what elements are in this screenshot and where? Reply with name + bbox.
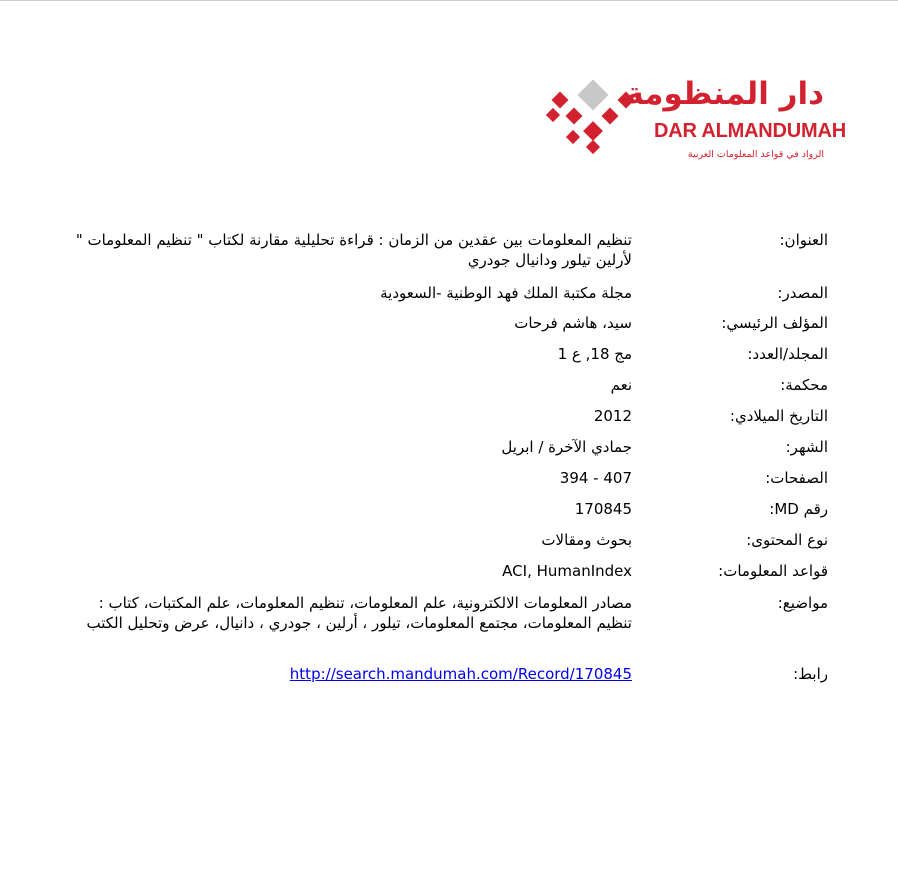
logo-english-wordmark: DAR ALMANDUMAH [654,120,846,142]
databases-label: قواعد المعلومات: [718,562,828,580]
logo-tagline: الرواد في قواعد المعلومات العربية [687,149,824,160]
pages-label: الصفحات: [765,469,828,487]
link-label: رابط: [793,665,828,683]
peer-reviewed-label: محكمة: [780,376,828,394]
subjects-label: مواضيع: [777,594,828,612]
pages-value: 394 - 407 [559,469,632,487]
author-label: المؤلف الرئيسي: [721,314,828,332]
title-value: تنظيم المعلومات بين عقدين من الزمان : قراءة تحليلية مقارنة لكتاب " تنظيم المعلومات " لأرلين تيلور ودانيال جودري [75,231,632,269]
record-link[interactable]: http://search.mandumah.com/Record/170845 [289,665,632,683]
month-label: الشهر: [785,438,828,456]
date-value: 2012 [593,407,632,425]
date-label: التاريخ الميلادي: [729,407,828,425]
source-value: مجلة مكتبة الملك فهد الوطنية -السعودية [380,284,632,302]
volume-value: مج 18, ع 1 [557,345,632,363]
md-number-value: 170845 [574,500,632,518]
subjects-value: مصادر المعلومات الالكترونية، علم المعلومات، تنظيم المعلومات، علم المكتبات، كتاب : تنظيم المعلومات، مجتمع المعلومات، تيلور ، أرلين ، جودري ، دانيال، عرض وتحليل الكتب [86,594,632,632]
source-label: المصدر: [777,284,828,302]
peer-reviewed-value: نعم [610,376,632,394]
md-number-label: رقم MD: [769,500,828,518]
volume-label: المجلد/العدد: [747,345,828,363]
databases-value: ACI, HumanIndex [502,562,632,580]
link-value-container [72,664,632,684]
title-label: العنوان: [779,231,828,249]
month-value: جمادي الآخرة / ابريل [501,438,632,456]
content-type-value: بحوث ومقالات [541,531,632,549]
content-type-label: نوع المحتوى: [746,531,828,549]
logo-arabic-wordmark: دار المنظومة [625,76,824,112]
author-value: سيد، هاشم فرحات [514,314,632,332]
